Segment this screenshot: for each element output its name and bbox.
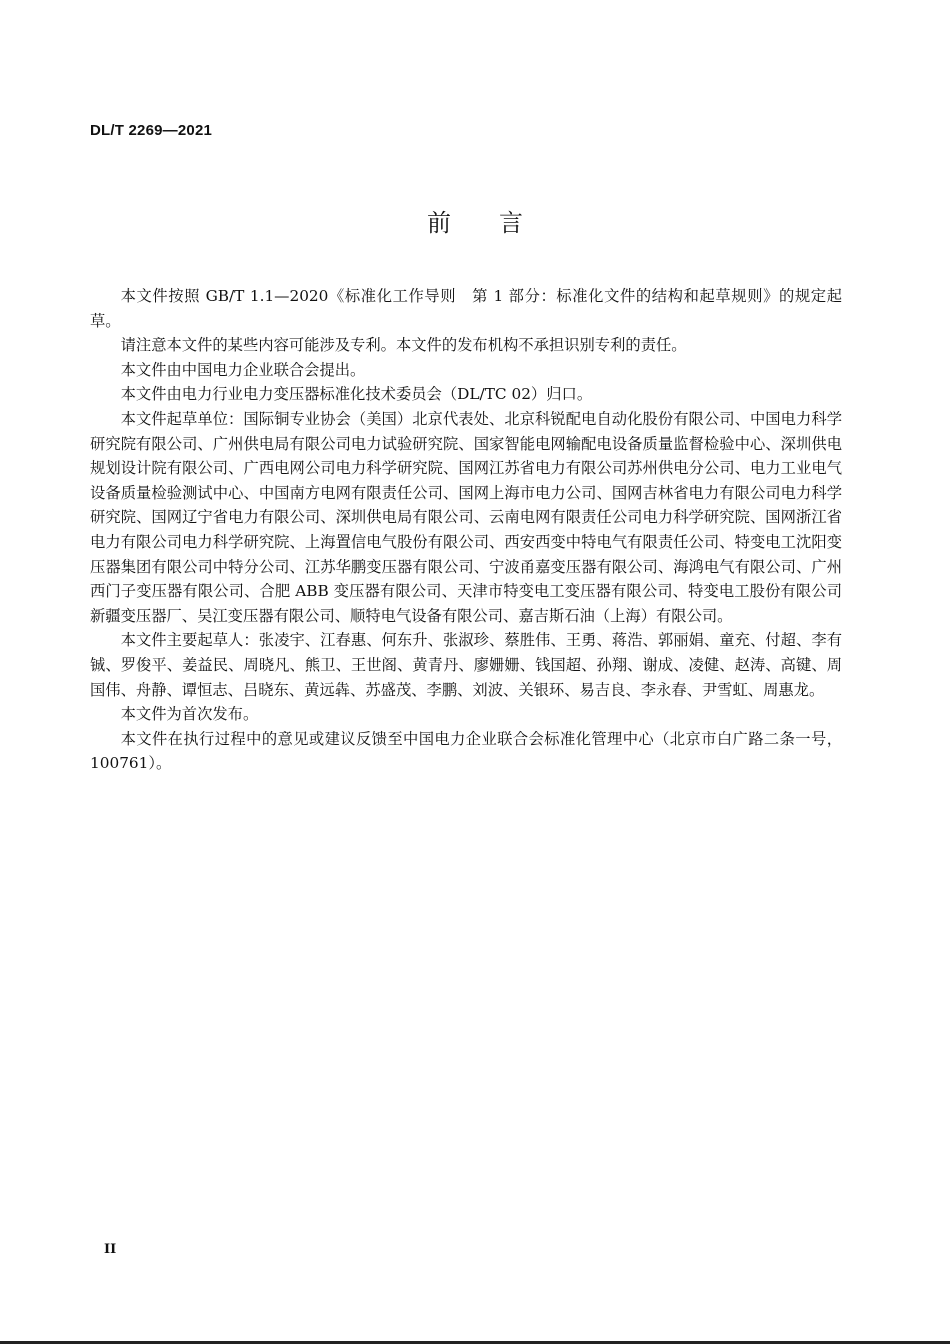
document-code: DL/T 2269—2021 — [90, 122, 213, 139]
paragraph-drafters: 本文件主要起草人：张凌宇、江春惠、何东升、张淑珍、蔡胜伟、王勇、蒋浩、郭丽娟、童充、付超、李有铖、罗俊平、姜益民、周晓凡、熊卫、王世阁、黄青丹、廖姗姗、钱国超、孙翔、谢成、凌健、赵涛、高键、周国伟、舟静、谭恒志、吕晓东、黄远犇、苏盛茂、李鹏、刘波、关银环、易吉良、李永春、尹雪虹、周惠龙。 — [90, 631, 842, 699]
paragraph-patent-notice: 请注意本文件的某些内容可能涉及专利。本文件的发布机构不承担识别专利的责任。 — [120, 336, 687, 355]
foreword-body — [90, 284, 842, 776]
page-title: 前 言 — [427, 209, 523, 237]
paragraph-drafting-rules: 本文件按照 GB/T 1.1—2020《标准化工作导则 第 1 部分：标准化文件的结构和起草规则》的规定起草。 — [90, 287, 842, 330]
paragraph-committee: 本文件由电力行业电力变压器标准化技术委员会（DL/TC 02）归口。 — [120, 385, 593, 404]
paragraph-drafting-units: 本文件起草单位：国际铜专业协会（美国）北京代表处、北京科锐配电自动化股份有限公司、中国电力科学研究院有限公司、广州供电局有限公司电力试验研究院、国家智能电网输配电设备质量监督检验中心、深圳供电规划设计院有限公司、广西电网公司电力科学研究院、国网江苏省电力有限公司苏州供电分公司、电力工业电气设备质量检验测试中心、中国南方电网有限责任公司、国网上海市电力公司、国网吉林省电力有限公司电力科学研究院、国网辽宁省电力有限公司、深圳供电局有限公司、云南电网有限责任公司电力科学研究院、国网浙江省电力有限公司电力科学研究院、上海置信电气股份有限公司、西安西变中特电气有限责任公司、特变电工沈阳变压器集团有限公司中特分公司、江苏华鹏变压器有限公司、宁波甬嘉变压器有限公司、海鸿电气有限公司、广州西门子变压器有限公司、合肥 ABB 变压器有限公司、天津市特变电工变压器有限公司、特变电工股份有限公司新疆变压器厂、吴江变压器有限公司、顺特电气设备有限公司、嘉吉斯石油（上海）有限公司。 — [90, 409, 842, 625]
paragraph-proposer: 本文件由中国电力企业联合会提出。 — [120, 360, 366, 379]
paragraph-feedback: 本文件在执行过程中的意见或建议反馈至中国电力企业联合会标准化管理中心（北京市白广路二条一号，100761）。 — [90, 729, 842, 773]
page-number: II — [104, 1242, 117, 1257]
paragraph-first-release: 本文件为首次发布。 — [120, 705, 259, 724]
